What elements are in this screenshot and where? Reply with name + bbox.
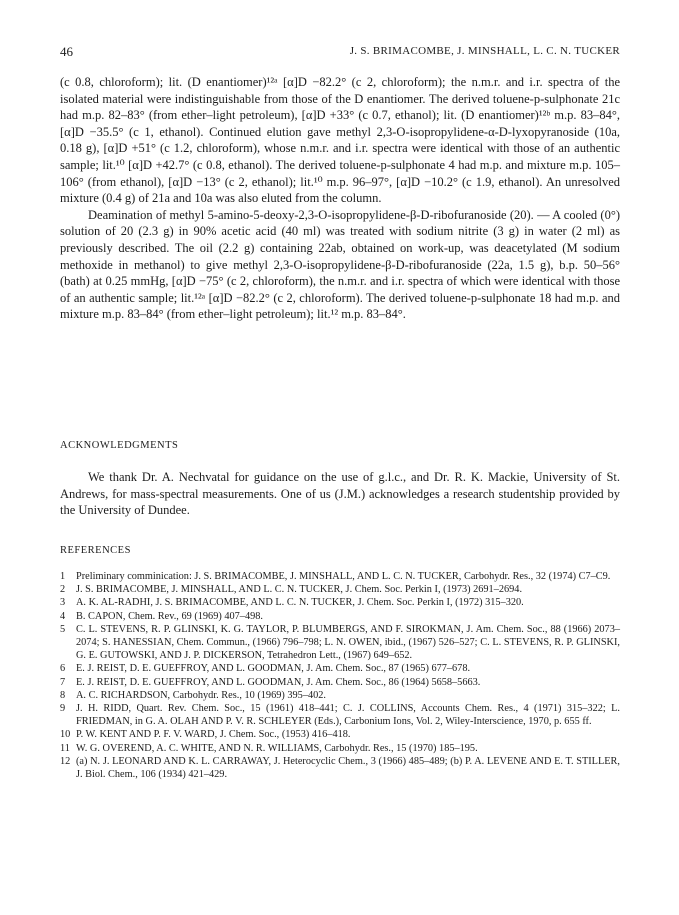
reference-number: 5 [60,623,66,635]
running-head: J. S. BRIMACOMBE, J. MINSHALL, L. C. N. TUCKER [349,45,620,57]
page-number: 46 [60,44,73,59]
reference-text: P. W. KENT AND P. F. V. WARD, J. Chem. Soc., (1953) 416–418. [76,729,351,741]
reference-item [60,728,620,741]
reference-number: 9 [60,703,66,715]
reference-number: 11 [60,742,70,754]
reference-item [60,742,620,755]
reference-number: 6 [60,663,66,675]
reference-item [60,570,620,583]
paragraph-continued: (c 0.8, chloroform); lit. (D enantiomer)¹²ᵃ [α]D −82.2° (c 2, chloroform); the n.m.r. and i.r. spectra of the isolated material were indistinguishable from those of the D enantiomer. The derived toluene-p-sulphonate 21c had m.p. 82–83° (from ether–light petroleum), [α]D +33° (c 0.7, ethanol); lit. (D enantiomer)¹²ᵇ m.p. 83–84°, [α]D −35.5° (c 1, ethanol). Continued elution gave methyl 2,3-O-isopropylidene-α-D-lyxopyranoside (10a, 0.18 g), [α]D +51° (c 1.2, chloroform), whose n.m.r. and i.r. spectra were identical with those of an authentic sample; lit.¹⁰ [α]D +42.7° (c 0.8, ethanol). The derived toluene-p-sulphonate 4 had m.p. and mixture m.p. 105–106° (from ethanol), [α]D −13° (c 2, ethanol); lit.¹⁰ m.p. 96–97°, [α]D −10.2° (c 1.9, ethanol). An unresolved mixture (0.4 g) of 21a and 10a was also eluted from the column. [60,75,620,206]
reference-text: A. C. RICHARDSON, Carbohydr. Res., 10 (1969) 395–402. [76,689,326,701]
experimental-text [60,74,620,323]
reference-text: C. L. STEVENS, R. P. GLINSKI, K. G. TAYLOR, P. BLUMBERGS, AND F. SIROKMAN, J. Am. Chem. Soc., 88 (1966) 2073–2074; S. HANESSIAN, Chem. Commun., (1966) 796–798; L. N. OWEN, ibid., (1967) 526–527; C. L. STEVENS, R. P. GLINSKI, G. E. GUTOWSKI, AND J. P. DICKERSON, Tetrahedron Lett., (1967) 649–652. [76,623,620,662]
reference-text: W. G. OVEREND, A. C. WHITE, AND N. R. WILLIAMS, Carbohydr. Res., 15 (1970) 185–195. [76,742,478,754]
reference-number: 8 [60,689,66,701]
reference-item [60,702,620,728]
acknowledgments-heading: ACKNOWLEDGMENTS [60,440,179,451]
reference-text: B. CAPON, Chem. Rev., 69 (1969) 407–498. [76,610,263,622]
reference-item [60,610,620,623]
reference-item [60,623,620,663]
references-list [60,570,620,781]
reference-text: Preliminary comminication: J. S. BRIMACOMBE, J. MINSHALL, AND L. C. N. TUCKER, Carbohydr. Res., 32 (1974) C7–C9. [76,571,611,582]
reference-text: E. J. REIST, D. E. GUEFFROY, AND L. GOODMAN, J. Am. Chem. Soc., 86 (1964) 5658–5663. [76,676,481,688]
references-heading: REFERENCES [60,545,131,556]
reference-number: 1 [60,571,66,582]
reference-item [60,676,620,689]
reference-number: 7 [60,676,66,688]
reference-text: J. S. BRIMACOMBE, J. MINSHALL, AND L. C. N. TUCKER, J. Chem. Soc. Perkin I, (1973) 2691–2694. [76,584,523,596]
paragraph-deamination: Deamination of methyl 5-amino-5-deoxy-2,3-O-isopropylidene-β-D-ribofuranoside (20). — A cooled (0°) solution of 20 (2.3 g) in 90% acetic acid (40 ml) was treated with sodium nitrite (3 g) in water (2 ml) as previously described. The oil (2.2 g) containing 22ab, obtained on work-up, was deacetylated (M sodium methoxide in methanol) to give methyl 2,3-O-isopropylidene-β-D-ribofuranoside (22a, 1.5 g), b.p. 50–56° (bath) at 0.25 mmHg, [α]D −75° (c 2, chloroform), the n.m.r. and i.r. spectra of which were identical with those of an authentic sample; lit.¹²ᵃ [α]D −82.2° (c 2, chloroform). The derived toluene-p-sulphonate 18 had m.p. and mixture m.p. 83–84° (from ether–light petroleum); lit.¹² m.p. 83–84°. [60,207,620,322]
acknowledgments-text: We thank Dr. A. Nechvatal for guidance on the use of g.l.c., and Dr. R. K. Mackie, University of St. Andrews, for mass-spectral measurements. One of us (J.M.) acknowledges a research studentship provided by the University of Dundee. [60,470,620,518]
reference-text: J. H. RIDD, Quart. Rev. Chem. Soc., 15 (1961) 418–441; C. J. COLLINS, Accounts Chem. Res., 4 (1971) 315–322; L. FRIEDMAN, in G. A. OLAH AND P. V. R. SCHLEYER (Eds.), Carbonium Ions, Vol. 2, Wiley-Interscience, 1970, p. 655 ff. [76,703,620,728]
reference-item [60,662,620,675]
reference-item [60,583,620,596]
reference-text: (a) N. J. LEONARD AND K. L. CARRAWAY, J. Heterocyclic Chem., 3 (1966) 485–489; (b) P. A. LEVENE AND E. T. STILLER, J. Biol. Chem., 106 (1934) 421–429. [76,755,620,781]
reference-number: 10 [60,729,71,741]
page-header [60,44,620,62]
reference-number: 2 [60,584,66,596]
reference-item [60,689,620,702]
reference-text: E. J. REIST, D. E. GUEFFROY, AND L. GOODMAN, J. Am. Chem. Soc., 87 (1965) 677–678. [76,663,471,675]
reference-number: 3 [60,597,66,609]
reference-item [60,755,620,781]
reference-text: A. K. AL-RADHI, J. S. BRIMACOMBE, AND L. C. N. TUCKER, J. Chem. Soc. Perkin I, (1972) 315–320. [76,597,524,609]
reference-item [60,596,620,609]
reference-number: 12 [60,755,71,767]
reference-number: 4 [60,610,66,622]
